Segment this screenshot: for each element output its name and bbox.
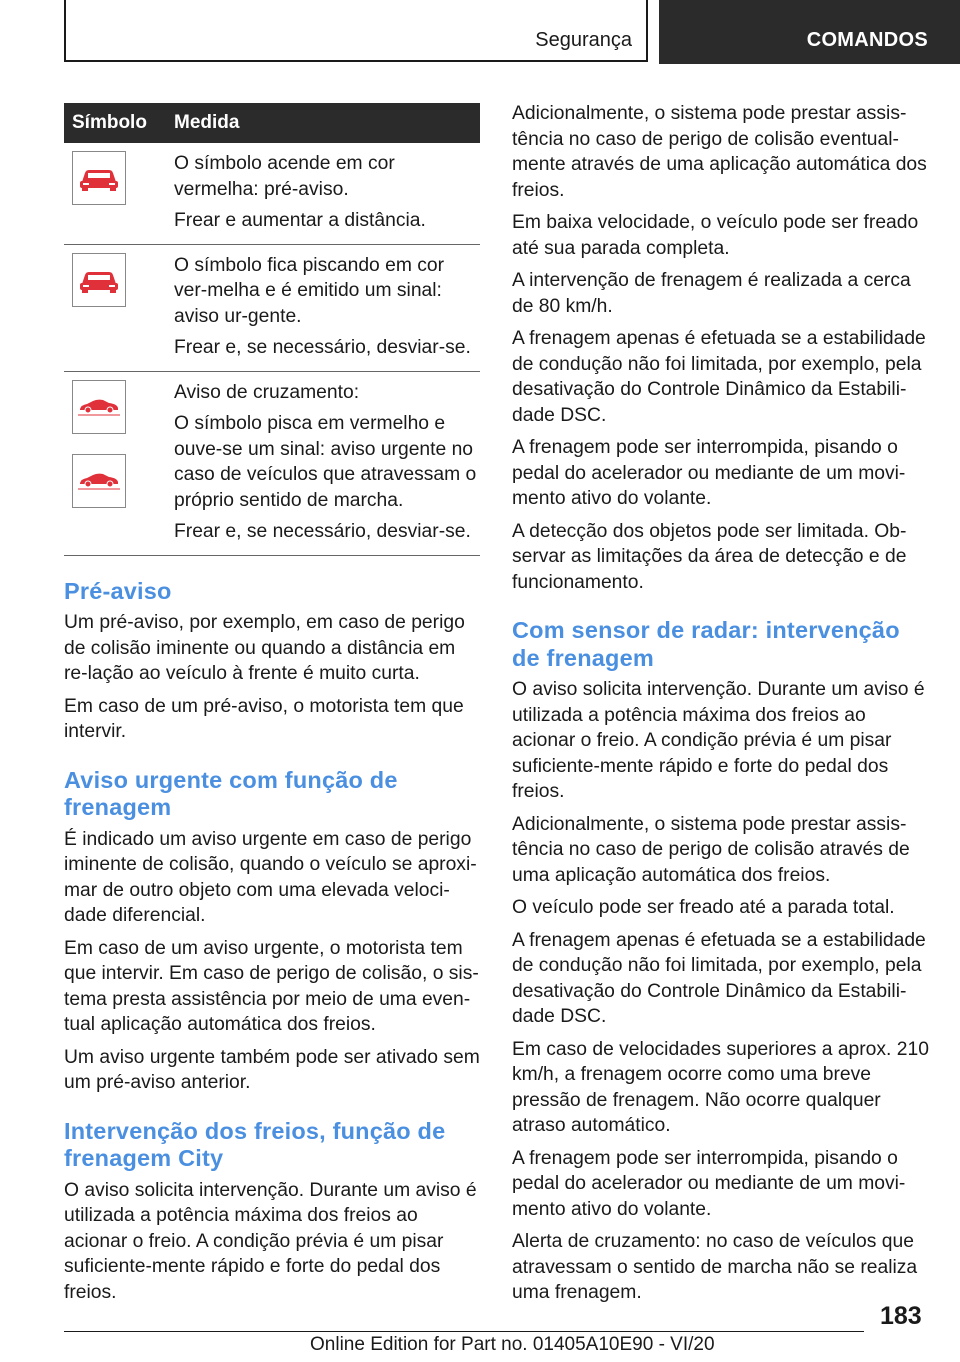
symbol-table xyxy=(64,103,480,556)
paragraph: Um aviso urgente também pode ser ativado sem um pré-aviso anterior. xyxy=(64,1046,480,1093)
symbol-cell xyxy=(64,143,158,244)
crossing-car-icon xyxy=(72,454,126,508)
paragraph: A frenagem pode ser interrompida, pisando o pedal do acelerador ou mediante de um movi-mento ativo do volante. xyxy=(512,1147,906,1220)
paragraph: É indicado um aviso urgente em caso de perigo iminente de colisão, quando o veículo se aproxi-mar de outro objeto com uma elevada veloci-dade diferencial. xyxy=(64,828,477,926)
footer-edition-text: Online Edition for Part no. 01405A10E90 - VI/20 xyxy=(310,1334,715,1355)
heading-frenagem-city: Intervenção dos freios, função de frenagem City xyxy=(64,1117,446,1171)
paragraph: O aviso solicita intervenção. Durante um aviso é utilizada a potência máxima dos freios ao acionar o freio. A condição prévia é um pisar suficiente-mente rápido e forte do pedal dos freios. xyxy=(512,679,925,802)
symbol-cell xyxy=(64,371,158,555)
header-section-box xyxy=(64,0,648,62)
symbol-cell xyxy=(64,244,158,371)
table-row xyxy=(64,371,480,555)
measure-text: Frear e, se necessário, desviar-se. xyxy=(174,337,471,358)
heading-pre-aviso: Pré-aviso xyxy=(64,577,172,604)
header-chapter-tab xyxy=(659,0,960,64)
paragraph: Um pré-aviso, por exemplo, em caso de perigo de colisão iminente ou quando a distância em re-lação ao veículo à frente é muito curta. xyxy=(64,612,465,684)
header-chapter-title: COMANDOS xyxy=(806,29,928,51)
footer-divider xyxy=(64,1331,864,1332)
paragraph: A frenagem apenas é efetuada se a estabilidade de condução não foi limitada, por exemplo, pela desativação do Controle Dinâmico da Estabili-dade DSC. xyxy=(512,929,926,1027)
paragraph: Em baixa velocidade, o veículo pode ser freado até sua parada completa. xyxy=(512,212,919,259)
page-number: 183 xyxy=(880,1302,922,1330)
measure-text: O símbolo acende em cor vermelha: pré-aviso. xyxy=(174,153,395,200)
right-column xyxy=(512,101,932,1313)
heading-sensor-radar: Com sensor de radar: intervenção de frenagem xyxy=(512,617,900,671)
measure-cell xyxy=(158,143,480,244)
table-header-symbol: Símbolo xyxy=(64,103,158,143)
paragraph: A detecção dos objetos pode ser limitada. Ob-servar as limitações da área de detecção e de funcionamento. xyxy=(512,520,907,593)
paragraph: Adicionalmente, o sistema pode prestar assis-tência no caso de perigo de colisão eventual-mente através de uma aplicação automática dos freios. xyxy=(512,103,927,201)
paragraph: O veículo pode ser freado até a parada total. xyxy=(512,897,895,918)
paragraph: A frenagem pode ser interrompida, pisando o pedal do acelerador ou mediante de um movi-mento ativo do volante. xyxy=(512,437,906,509)
measure-cell xyxy=(158,371,480,555)
left-column xyxy=(64,103,480,1312)
table-row xyxy=(64,244,480,371)
measure-text: Aviso de cruzamento: xyxy=(174,381,360,403)
paragraph: Em caso de um aviso urgente, o motorista tem que intervir. Em caso de perigo de colisão, o sis-tema presta assistência por meio de uma even-tual aplicação automática dos freios. xyxy=(64,937,479,1035)
measure-cell xyxy=(158,244,480,371)
measure-text: Frear e aumentar a distância. xyxy=(174,210,426,231)
table-row xyxy=(64,143,480,244)
measure-text: Frear e, se necessário, desviar-se. xyxy=(174,521,471,542)
paragraph: O aviso solicita intervenção. Durante um aviso é utilizada a potência máxima dos freios ao acionar o freio. A condição prévia é um pisar suficiente-mente rápido e forte do pedal dos freios. xyxy=(64,1179,477,1303)
header-section-title: Segurança xyxy=(535,29,632,51)
paragraph: A intervenção de frenagem é realizada a cerca de 80 km/h. xyxy=(512,270,911,317)
paragraph: Alerta de cruzamento: no caso de veículos que atravessam o sentido de marcha não se realiza uma frenagem. xyxy=(512,1231,918,1303)
measure-text: O símbolo fica piscando em cor ver-melha e é emitido um sinal: aviso ur-gente. xyxy=(174,254,445,327)
table-header-measure: Medida xyxy=(158,103,480,143)
measure-text: O símbolo pisca em vermelho e ouve-se um sinal: aviso urgente no caso de veículos que atravessam o próprio sentido de marcha. xyxy=(174,413,477,511)
car-warning-icon xyxy=(72,253,126,307)
paragraph: Adicionalmente, o sistema pode prestar assis-tência no caso de perigo de colisão através de uma aplicação automática dos freios. xyxy=(512,813,910,886)
paragraph: A frenagem apenas é efetuada se a estabilidade de condução não foi limitada, por exemplo, pela desativação do Controle Dinâmico da Estabili-dade DSC. xyxy=(512,328,926,426)
paragraph: Em caso de um pré-aviso, o motorista tem que intervir. xyxy=(64,695,464,742)
crossing-car-icon xyxy=(72,380,126,434)
paragraph: Em caso de velocidades superiores a aprox. 210 km/h, a frenagem ocorre como uma breve pressão de frenagem. Não ocorre qualquer atraso automático. xyxy=(512,1038,929,1136)
heading-aviso-urgente: Aviso urgente com função de frenagem xyxy=(64,766,398,820)
table-header-row xyxy=(64,103,480,143)
car-warning-icon xyxy=(72,151,126,205)
